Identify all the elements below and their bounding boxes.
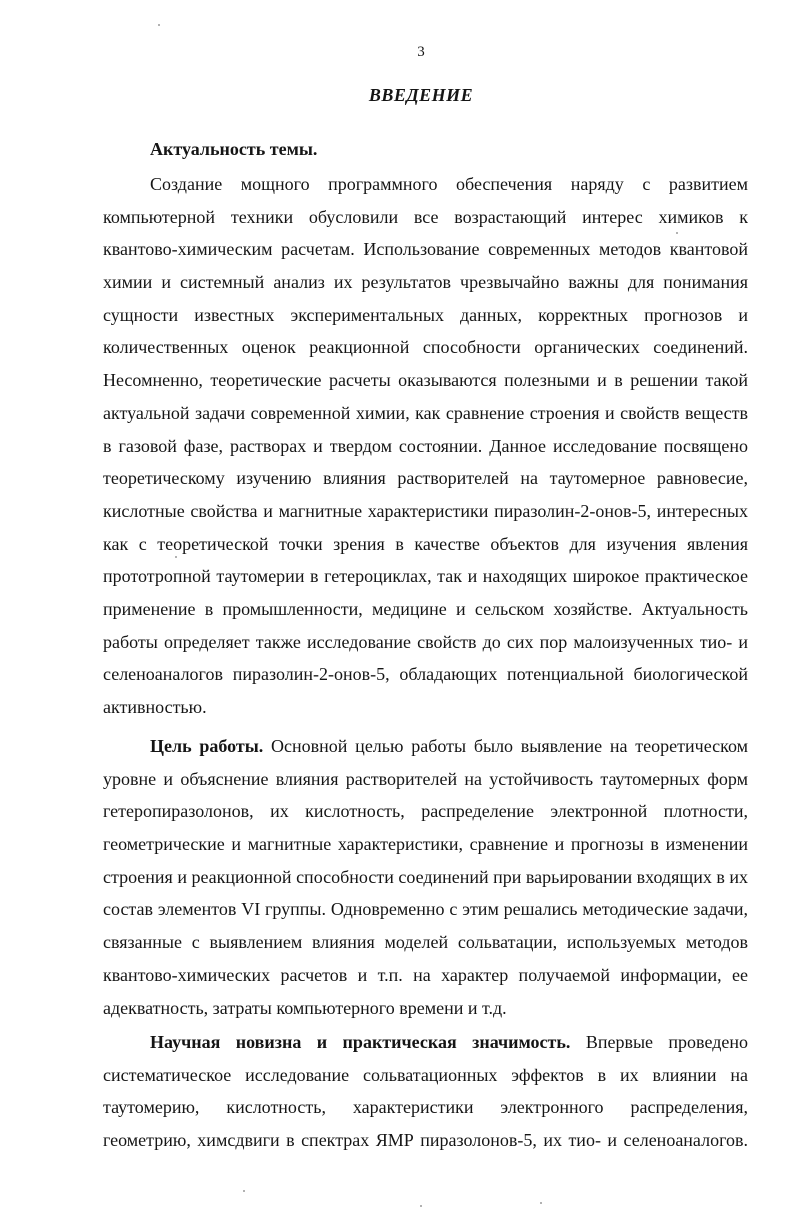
text-line-lead: [103, 730, 748, 763]
text-line: систематическое исследование сольватационных эффектов в их влиянии на: [103, 1064, 748, 1085]
text-line: активностью.: [103, 697, 207, 717]
text-line: в газовой фазе, растворах и твердом состоянии. Данное исследование посвящено: [103, 435, 748, 456]
text-line: сущности известных экспериментальных данных, корректных прогнозов и: [103, 304, 748, 325]
text-line: квантово-химическим расчетам. Использование современных методов квантовой: [103, 239, 748, 260]
text-line: работы определяет также исследование свойств до сих пор малоизученных тио- и: [103, 631, 748, 652]
text-line: связанные с выявлением влияния моделей сольватации, используемых методов: [103, 932, 748, 953]
text-line: гетеропиразолонов, их кислотность, распределение электронной плотности,: [103, 801, 748, 822]
text-line: таутомерию, кислотность, характеристики электронного распределения,: [103, 1097, 748, 1118]
lead-continuation: Впервые проведено: [570, 1032, 748, 1052]
text-line: химии и системный анализ их результатов чрезвычайно важны для понимания: [103, 272, 748, 293]
lead-novelty: Научная новизна и практическая значимость.: [150, 1032, 571, 1052]
text-line: актуальной задачи современной химии, как сравнение строения и свойств веществ: [103, 402, 748, 423]
page-heading: ВВЕДЕНИЕ: [368, 85, 474, 105]
scan-speck: [420, 1205, 422, 1207]
text-line: кислотные свойства и магнитные характеристики пиразолин-2-онов-5, интересных: [103, 500, 748, 521]
text-line: геометрические и магнитные характеристики, сравнение и прогнозы в изменении: [103, 834, 748, 855]
text-line: как с теоретической точки зрения в качестве объектов для изучения явления: [103, 533, 748, 554]
paragraph-goal: [103, 730, 748, 1024]
paragraph-novelty: [103, 1026, 748, 1157]
scan-speck: [540, 1202, 542, 1204]
page-number: 3: [417, 44, 425, 60]
text-line: Создание мощного программного обеспечения наряду с развитием: [150, 174, 748, 194]
text-line-lead: [103, 1026, 748, 1059]
text-line: компьютерной техники обусловили все возрастающий интерес химиков к: [103, 206, 748, 227]
text-line: квантово-химических расчетов и т.п. на характер получаемой информации, ее: [103, 964, 748, 985]
paragraph-relevance: [103, 168, 748, 724]
text-line: состав элементов VI группы. Одновременно с этим решались методические задачи,: [103, 899, 748, 920]
scan-speck: [676, 232, 678, 234]
text-line: уровне и объяснение влияния растворителей на устойчивость таутомерных форм: [103, 768, 748, 789]
scan-speck: [243, 1190, 245, 1192]
text-line: количественных оценок реакционной способности органических соединений.: [103, 337, 748, 358]
text-line: теоретическому изучению влияния растворителей на таутомерное равновесие,: [103, 468, 748, 489]
text-line: адекватность, затраты компьютерного времени и т.д.: [103, 997, 507, 1018]
text-line: применение в промышленности, медицине и сельском хозяйстве. Актуальность: [103, 598, 748, 619]
lead-continuation: Основной целью работы было выявление на теоретическом: [263, 736, 748, 756]
lead-goal: Цель работы.: [150, 736, 264, 756]
text-line: селеноаналогов пиразолин-2-онов-5, обладающих потенциальной биологической: [103, 664, 748, 685]
scan-speck: [175, 556, 177, 558]
text-line: прототропной таутомерии в гетероциклах, так и находящих широкое практическое: [103, 566, 748, 587]
scan-speck: [158, 24, 160, 26]
text-line: геометрию, химсдвиги в спектрах ЯМР пиразолонов-5, их тио- и селеноаналогов.: [103, 1130, 748, 1151]
text-line: Несомненно, теоретические расчеты оказываются полезными и в решении такой: [103, 370, 748, 391]
text-line: строения и реакционной способности соединений при варьировании входящих в их: [103, 866, 748, 887]
section-title-relevance: Актуальность темы.: [150, 139, 318, 159]
